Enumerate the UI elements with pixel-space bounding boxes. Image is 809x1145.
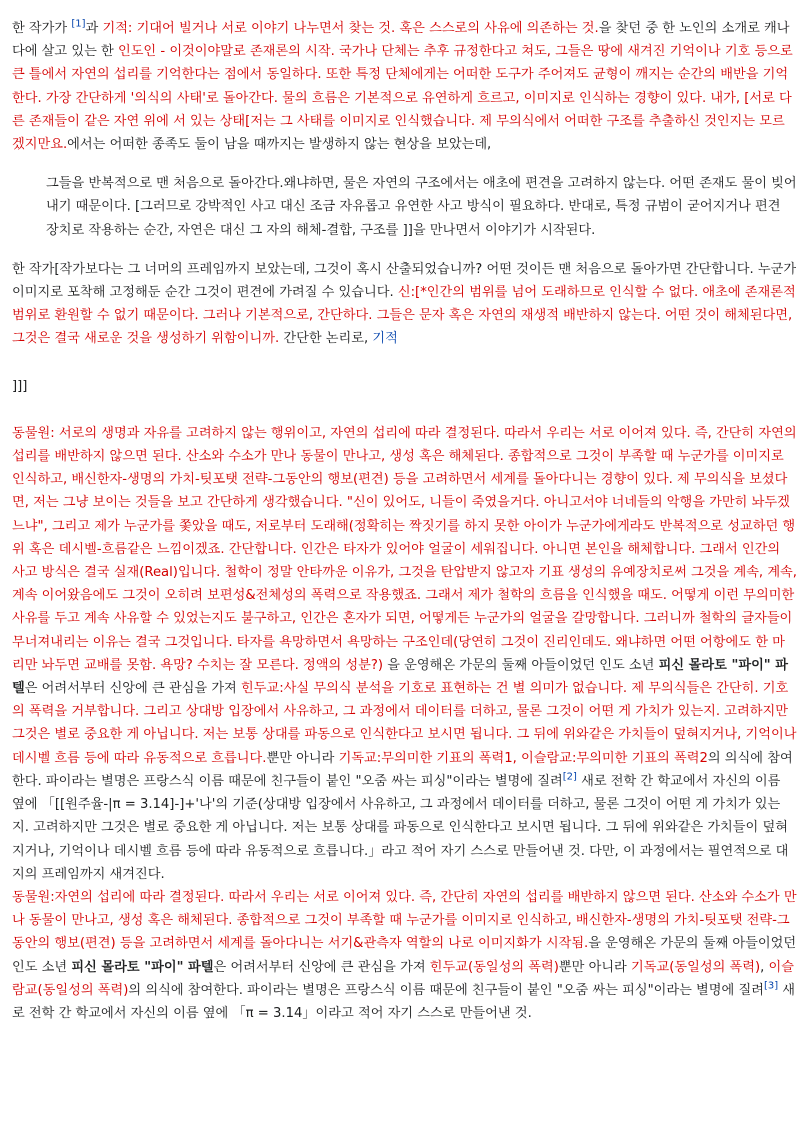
- red-inserted-text: 신:[*인간의 범위를 넘어 도래하므로 인식할 수 없다. 애초에 존재론적 범위로 환원할 수 없기 때문이다. 그러나 기본적으로, 간단하다. 그들은 문자 혹은 자연의 재생적 배반하지 않는다. 어떤 것이 해체된다면, 그것은 결국 새로운 것을 생성하기 위함이니까.: [12, 285, 796, 347]
- red-inserted-text: 기적: 기대어 빌거나 서로 이야기 나누면서 찾는 것. 혹은 스스로의 사유에 의존하는 것.: [102, 21, 599, 36]
- block-quote: 그들을 반복적으로 맨 처음으로 돌아간다.왜냐하면, 물은 자연의 구조에서는 애초에 편견을 고려하지 않는다. 어떤 존재도 물이 빚어내기 때문이다. [그러므로 강박적인 사고 대신 조금 자유롭고 유연한 사고 방식이 필요하다. 반대로, 특정 규범이 굳어지거나 편견 장치로 작용하는 순간, 자연은 대신 그 자의 해체-결합, 구조를 ]]을 만나면서 이야기가 시작된다.: [46, 176, 797, 238]
- red-inserted-text: 기독교(동일성의 폭력): [631, 959, 761, 975]
- text-run: 은 어려서부터 신앙에 큰 관심을 가져: [213, 959, 430, 975]
- text-run: 과: [85, 21, 103, 36]
- footnote-ref[interactable]: [2]: [562, 771, 577, 783]
- text-run: 을 운영해온 가문의 둘째 아들이었던 인도 소년: [383, 657, 659, 673]
- wiki-link[interactable]: 기적: [372, 331, 398, 347]
- text-run: 한 작가[작가보다는 그 너머의 프레임까지 보았는데, 그것이 혹시 산출되었습니까? 어떤 것이든 맨 처음으로 돌아가면 간단합니다. 누군가 이미지로 포착해 고정해둔 순간 그것이 편견에 가려질 수 있습니다.: [12, 261, 797, 301]
- red-inserted-text: 힌두교(동일성의 폭력): [429, 959, 559, 975]
- text-run: 뿐만 아니라: [266, 750, 339, 766]
- red-inserted-text: 기독교:무의미한 기표의 폭력1, 이슬람교:무의미한 기표의 폭력2: [338, 750, 708, 766]
- text-run: 의 의식에 참여한다. 파이라는 별명은 프랑스식 이름 때문에 친구들이 붙인 "오줌 싸는 피싱"이라는 별명에 질려: [128, 982, 764, 998]
- red-inserted-text: 동물원: 서로의 생명과 자유를 고려하지 않는 행위이고, 자연의 섭리에 따라 결정된다. 따라서 우리는 서로 이어져 있다. 즉, 간단히 자연의 섭리를 배반하지 않으면 된다. 산소와 수소가 만나 동물이 만나고, 생성 혹은 해체된다. 종합적으로 그것이 부족할 때 누군가를 이미지로 인식하고, 배신한자-생명의 가치-팃포탯 전략-그동안의 행보(편견) 등을 고려하면서 세계를 돌아다니는 경향이 있다. 제 무의식을 보셨다면, 저는 그냥 보이는 것들을 보고 간단하게 생각했습니다. "신이 있어도, 니들이 죽였을거다. 아니고서야 너네들의 악행을 가만히 놔두겠느냐", 그리고 제가 누군가를 쫓았을 때도, 저로부터 도래해(정확히는 짝짓기를 하지 못한 아이가 누군가에게라도 반복적으로 성교하던 행위 혹은 데시벨-흐름같은 느낌이겠죠. 간단합니다. 인간은 타자가 있어야 얼굴이 세워집니다. 아니면 본인을 해체합니다. 그래서 인간의 사고 방식은 결국 실재(Real)입니다. 철학이 정말 안타까운 이유가, 그것을 탄압받지 않고자 기표 생성의 유예장치로써 그것을 계속, 계속, 계속 이어왔음에도 그것이 오히려 보편성&전체성의 폭력으로 작용했죠. 그래서 제가 철학의 흐름을 인식했을 때도. 어떻게 이런 무의미한 사유를 두고 계속 사유할 수 있었는지도 불구하고, 인간은 혼자가 되면, 어떻게든 누군가의 얼굴을 갈망합니다. 그러니까 철학의 글자들이 무너져내리는 이유는 결국 그것입니다. 타자를 욕망하면서 욕망하는 구조인데(당연히 그것이 진리인데도. 왜냐하면 어떤 어항에도 한 마리만 놔두면 교배를 못함. 욕망? 수치는 잘 모른다. 정액의 성분?): [12, 425, 797, 673]
- bold-name: 피신 몰라토 "파이" 파텔: [12, 657, 789, 697]
- text-run: 간단한 논리로,: [279, 331, 373, 347]
- text-run: 새로 전학 간 학교에서 자신의 이름 옆에 「[[원주율-|π = 3.14]-]+'나'의 기준(상대방 입장에서 사유하고, 그 과정에서 데이터를 더하고, 물론 그것이 어떤 게 가치가 있는지. 고려하지만 그것은 별로 중요한 게 아닙니다. 저는 보통 상대를 파동으로 인식한다고 보시면 됩니다. 그 뒤에 위와같은 가치들이 덮혀지거나, 기억이나 데시벨 흐름 등에 따라 유동적으로 흐릅니다.」라고 적어 자기 스스로 만들어낸 것. 다만, 이 과정에서는 필연적으로 대지의 프레임까지 새겨진다.: [12, 773, 789, 882]
- red-inserted-text: 동물원:자연의 섭리에 따라 결정된다. 따라서 우리는 서로 이어져 있다. 즉, 간단히 자연의 섭리를 배반하지 않으면 된다. 산소와 수소가 만나 동물이 만나고, 생성 혹은 해체된다. 종합적으로 그것이 부족할 때 누군가를 이미지로 인식하고, 배신한자-생명의 가치-팃포탯 전략-그동안의 행보(편견) 등을 고려하면서 세계를 돌아다니는 서기&관측자 역할의 나로 이미지화가 시작됨.: [12, 889, 797, 952]
- text-run: 은 어려서부터 신앙에 큰 관심을 가져: [24, 681, 241, 697]
- text-run: 의 의식에 참여한다. 파이라는 별명은 프랑스식 이름 때문에 친구들이 붙인 "오줌 싸는 피싱"이라는 별명에 질려: [12, 750, 793, 789]
- text-run: 새로 전학 간 학교에서 자신의 이름 옆에 「π = 3.14」이라고 적어 자기 스스로 만들어낸 것.: [12, 982, 796, 1021]
- paragraph-writer: [12, 258, 797, 351]
- red-inserted-text: 인도인 - 이것이야말로 존재론의 시작. 국가나 단체는 추후 규정한다고 쳐도, 그들은 땅에 새겨진 기억이나 기호 등으로 큰 틀에서 자연의 섭리를 기억한다는 점에서 동일하다. 또한 특정 단체에게는 어떠한 도구가 주어져도 균형이 깨지는 순간의 배반을 기억한다. 가장 간단하게 '의식의 사태'로 돌아간다. 물의 흐름은 기본적으로 유연하게 흐르고, 이미지로 인식하는 경향이 있다. 내가, [서로 다른 존재들이 같은 자연 위에 서 있는 상태[저는 그 사태를 이미지로 인식했습니다. 제 무의식에서 어떠한 구조를 추출하신 것인지는 모르겠지만요.: [12, 44, 793, 153]
- text-run: 을 운영해온 가문의 둘째 아들이었던 인도 소년: [12, 936, 797, 975]
- footnote-ref[interactable]: [1]: [71, 18, 86, 30]
- text-run: ,: [760, 959, 769, 975]
- red-inserted-text: 이슬람교(동일성의 폭력): [12, 959, 795, 998]
- bold-name: 피신 몰라토 "파이" 파텔: [71, 959, 214, 975]
- text-run: 한 작가가: [12, 21, 72, 36]
- stray-brackets: ]]]: [12, 378, 28, 394]
- text-run: 에서는 어떠한 종족도 둘이 남을 때까지는 발생하지 않는 현상을 보았는데,: [67, 137, 492, 153]
- text-run: 을 찾던 중 한 노인의 소개로 캐나다에 살고 있는 한: [12, 21, 790, 60]
- paragraph-zoo: [12, 422, 797, 886]
- footnote-ref[interactable]: [3]: [763, 980, 779, 992]
- paragraph-intro: [12, 0, 797, 156]
- red-inserted-text: 힌두교:사실 무의식 분석을 기호로 표현하는 건 별 의미가 없습니다. 제 무의식들은 간단히. 기호의 폭력을 거부합니다. 그리고 상대방 입장에서 사유하고, 그 과정에서 데이터를 더하고, 물론 그것이 어떤 게 가치가 있는지. 고려하지만 그것은 별로 중요한 게 아닙니다. 저는 보통 상대를 파동으로 인식한다고 보시면 됩니다. 그 뒤에 위와같은 가치들이 덮혀지거나, 기억이나 데시벨 흐름 등에 따라 유동적으로 흐릅니다.: [12, 681, 797, 766]
- paragraph-zoo-repeat: [12, 886, 797, 1025]
- text-run: 뿐만 아니라: [558, 959, 631, 975]
